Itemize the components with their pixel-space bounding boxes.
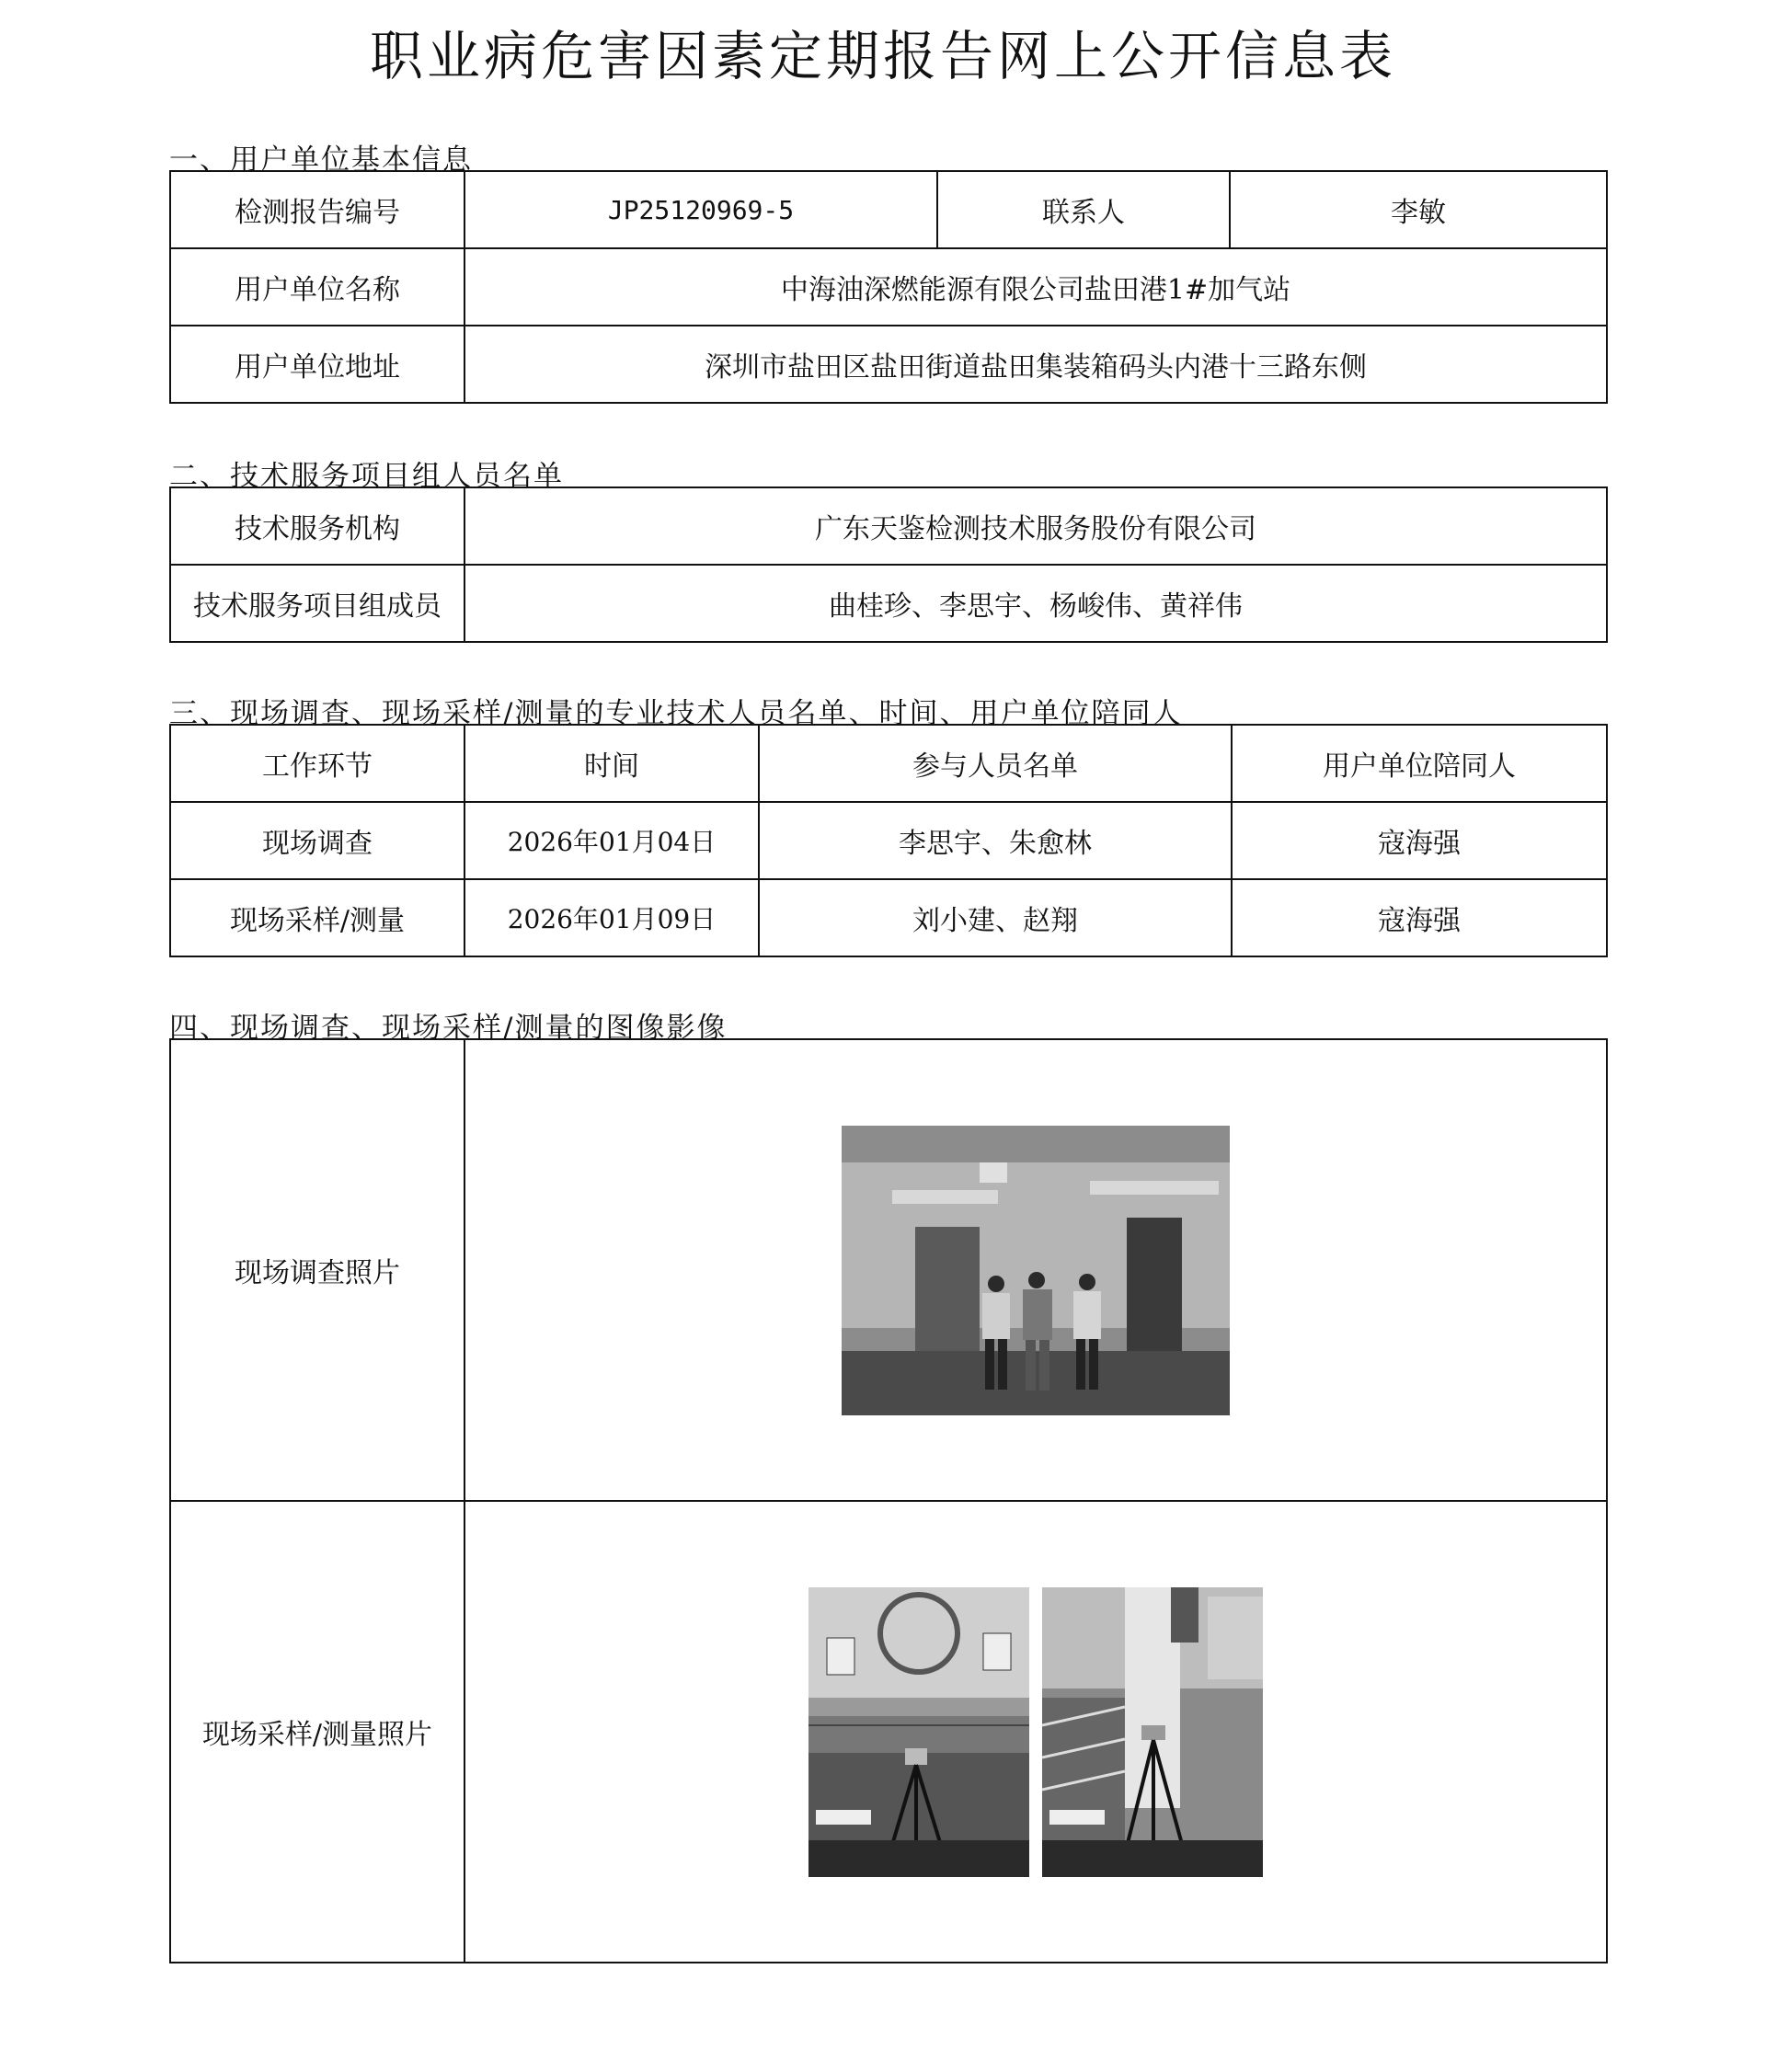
table-header-row [170,725,1607,802]
survey-photo-label: 现场调查照片 [170,1039,464,1501]
sampling-photo-2 [1042,1587,1263,1877]
unit-addr-value: 深圳市盐田区盐田街道盐田集装箱码头内港十三路东侧 [464,326,1607,403]
section3-heading: 三、现场调查、现场采样/测量的专业技术人员名单、时间、用户单位陪同人 [169,697,1183,730]
unit-name-value: 中海油深燃能源有限公司盐田港1#加气站 [464,248,1607,326]
header-cell: 工作环节 [170,725,464,802]
table-cell: 2026年01月09日 [464,879,759,956]
org-value: 广东天鉴检测技术服务股份有限公司 [464,487,1607,565]
members-value: 曲桂珍、李思宇、杨峻伟、黄祥伟 [464,565,1607,642]
unit-name-label: 用户单位名称 [170,248,464,326]
team-table [169,487,1608,643]
staff-table [169,724,1608,957]
org-label: 技术服务机构 [170,487,464,565]
survey-photo-cell [464,1039,1607,1501]
survey-photo-image [842,1126,1230,1415]
table-row [170,879,1607,956]
report-no-value: JP25120969-5 [464,171,937,248]
sampling-photo-cell [464,1501,1607,1963]
contact-value: 李敏 [1230,171,1607,248]
members-label: 技术服务项目组成员 [170,565,464,642]
table-cell: 寇海强 [1232,802,1607,879]
photos-table [169,1038,1608,1963]
page-title: 职业病危害因素定期报告网上公开信息表 [369,25,1396,87]
basic-info-table [169,170,1608,404]
table-cell: 现场采样/测量 [170,879,464,956]
header-cell: 时间 [464,725,759,802]
table-row [170,802,1607,879]
unit-addr-label: 用户单位地址 [170,326,464,403]
contact-label: 联系人 [937,171,1230,248]
table-cell: 寇海强 [1232,879,1607,956]
section2-heading: 二、技术服务项目组人员名单 [169,460,564,493]
sampling-photo-1 [808,1587,1029,1877]
table-cell: 刘小建、赵翔 [759,879,1232,956]
sampling-photo-2-image [1042,1587,1263,1877]
table-cell: 2026年01月04日 [464,802,759,879]
table-cell: 现场调查 [170,802,464,879]
section1-heading: 一、用户单位基本信息 [169,143,473,177]
header-cell: 参与人员名单 [759,725,1232,802]
survey-photo [842,1126,1230,1415]
sampling-photo-1-image [808,1587,1029,1877]
header-cell: 用户单位陪同人 [1232,725,1607,802]
report-no-label: 检测报告编号 [170,171,464,248]
table-cell: 李思宇、朱愈林 [759,802,1232,879]
section4-heading: 四、现场调查、现场采样/测量的图像影像 [169,1012,728,1045]
sampling-photo-label: 现场采样/测量照片 [170,1501,464,1963]
